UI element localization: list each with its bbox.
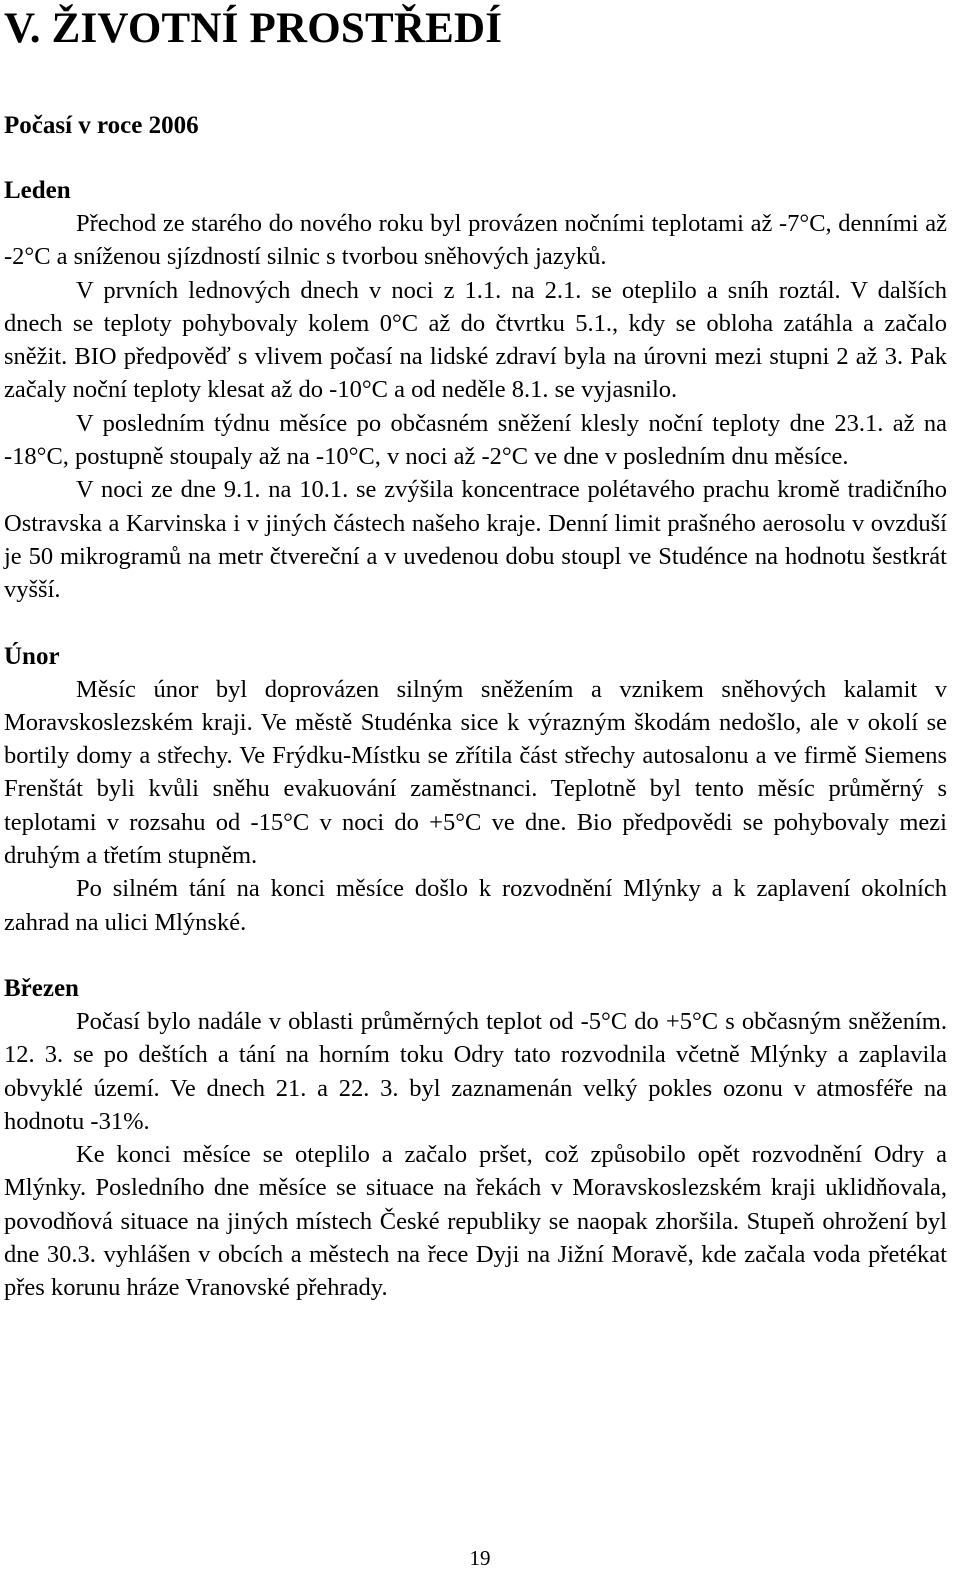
- paragraph: Ke konci měsíce se oteplilo a začalo pršet, což způsobilo opět rozvodnění Odry a Mlýnky. Posledního dne měsíce se situace na řekách v Moravskoslezském kraji uklidňovala, povodňová situace na jiných místech České republiky se naopak zhoršila. Stupeň ohrožení byl dne 30.3. vyhlášen v obcích a městech na řece Dyji na Jižní Moravě, kde začala voda přetékat přes korunu hráze Vranovské přehrady.: [4, 1141, 947, 1302]
- chapter-title: V. ŽIVOTNÍ PROSTŘEDÍ: [4, 5, 503, 52]
- document-page: [4, 0, 947, 1305]
- paragraph: Počasí bylo nadále v oblasti průměrných teplot od -5°C do +5°C s občasným sněžením. 12. 3. se po deštích a tání na horním toku Odry tato rozvodnila včetně Mlýnky a zaplavila obvyklé území. Ve dnech 21. a 22. 3. byl zaznamenán velký pokles ozonu v atmosféře na hodnotu -31%.: [4, 1007, 947, 1135]
- paragraph: Po silném tání na konci měsíce došlo k rozvodnění Mlýnky a k zaplavení okolních zahrad na ulici Mlýnské.: [4, 875, 947, 936]
- section-heading: Leden: [4, 177, 71, 204]
- section-brezen: [4, 972, 947, 1305]
- paragraph: Měsíc únor byl doprovázen silným sněžením a vznikem sněhových kalamit v Moravskoslezském kraji. Ve městě Studénka sice k výrazným škodám nedošlo, ale v okolí se bortily domy a střechy. Ve Frýdku-Místku se zřítila část střechy autosalonu a ve firmě Siemens Frenštát byli kvůli sněhu evakuování zaměstnanci. Teplotně byl tento měsíc průměrný s teplotami v rozsahu od -15°C v noci do +5°C ve dne. Bio předpovědi se pohybovaly mezi druhým a třetím stupněm.: [4, 675, 947, 870]
- paragraph: V noci ze dne 9.1. na 10.1. se zvýšila koncentrace polétavého prachu kromě tradičního Ostravska a Karvinska i v jiných částech našeho kraje. Denní limit prašného aerosolu v ovzduší je 50 mikrogramů na metr čtvereční a v uvedenou dobu stoupl ve Studénce na hodnotu šestkrát vyšší.: [4, 476, 947, 604]
- section-heading: Únor: [4, 642, 60, 670]
- section-leden: [4, 174, 947, 607]
- section-unor: [4, 640, 947, 939]
- page-number: 19: [469, 1546, 491, 1570]
- paragraph: Přechod ze starého do nového roku byl provázen nočními teplotami až -7°C, denními až -2°C a sníženou sjízdností silnic s tvorbou sněhových jazyků.: [4, 210, 947, 271]
- paragraph: V posledním týdnu měsíce po občasném sněžení klesly noční teploty dne 23.1. až na -18°C, postupně stoupaly až na -10°C, v noci až -2°C ve dne v posledním dnu měsíce.: [4, 409, 947, 471]
- paragraph: V prvních lednových dnech v noci z 1.1. na 2.1. se oteplilo a sníh roztál. V dalších dnech se teploty pohybovaly kolem 0°C až do čtvrtku 5.1., kdy se obloha zatáhla a začalo sněžit. BIO předpověď s vlivem počasí na lidské zdraví byla na úrovni mezi stupni 2 až 3. Pak začaly noční teploty klesat až do -10°C a od neděle 8.1. se vyjasnilo.: [4, 276, 947, 404]
- document-subtitle: Počasí v roce 2006: [4, 112, 199, 139]
- section-heading: Březen: [4, 974, 79, 1002]
